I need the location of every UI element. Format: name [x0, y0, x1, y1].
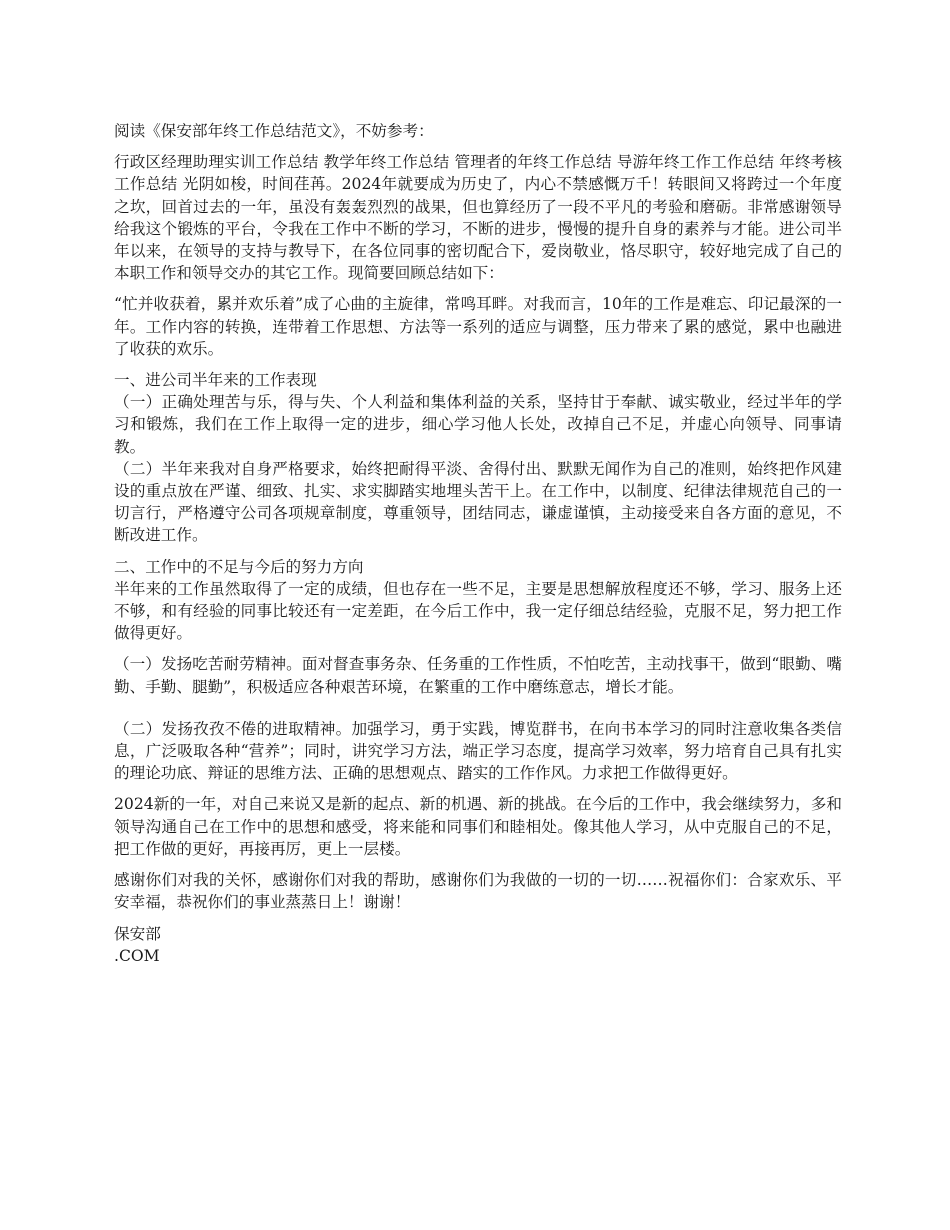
paragraph-busy-harvest: “忙并收获着，累并欢乐着”成了心曲的主旋律，常鸣耳畔。对我而言，10年的工作是难忘、印记最深的一年。工作内容的转换，连带着工作思想、方法等一系列的适应与调整，压力带来了累的感觉，累中也融进了收获的欢乐。	[114, 295, 842, 358]
paragraph-hardwork: （一）发扬吃苦耐劳精神。面对督查事务杂、任务重的工作性质，不怕吃苦，主动找事干，做到“眼勤、嘴勤、手勤、腿勤”，积极适应各种艰苦环境，在繁重的工作中磨练意志，增长才能。	[114, 655, 842, 696]
paragraph-thanks: 感谢你们对我的关怀，感谢你们对我的帮助，感谢你们为我做的一切的一切……祝福你们：合家欢乐、平安幸福，恭祝你们的事业蒸蒸日上！谢谢！	[114, 871, 842, 912]
document-page	[114, 120, 842, 967]
signature-department: 保安部	[114, 924, 161, 943]
paragraph-summary-opening: 行政区经理助理实训工作总结 教学年终工作总结 管理者的年终工作总结 导游年终工作工作总结 年终考核工作总结 光阴如梭，时间荏苒。2024年就要成为历史了，内心不禁感慨万千！转眼间又将跨过一个年度之坎，回首过去的一年，虽没有轰轰烈烈的战果，但也算经历了一段不平凡的考验和磨砺。非常感谢领导给我这个锻炼的平台，令我在工作中不断的学习，不断的进步，慢慢的提升自身的素养与才能。进公司半年以来，在领导的支持与教导下，在各位同事的密切配合下，爱岗敬业，恪尽职守，较好地完成了自己的本职工作和领导交办的其它工作。现简要回顾总结如下：	[114, 153, 842, 283]
section-heading-shortcomings: 二、工作中的不足与今后的努力方向	[114, 557, 364, 576]
intro-line: 阅读《保安部年终工作总结范文》，不妨参考：	[114, 122, 434, 140]
signature-suffix: .COM	[114, 946, 160, 965]
paragraph-performance-1: （一）正确处理苦与乐，得与失、个人利益和集体利益的关系，坚持甘于奉献、诚实敬业，经过半年的学习和锻炼，我们在工作上取得一定的进步，细心学习他人长处，改掉自己不足，并虚心向领导、同事请教。	[114, 393, 842, 456]
paragraph-new-year: 2024新的一年，对自己来说又是新的起点、新的机遇、新的挑战。在今后的工作中，我会继续努力，多和领导沟通自己在工作中的思想和感受，将来能和同事们和睦相处。像其他人学习，从中克服自己的不足，把工作做的更好，再接再厉，更上一层楼。	[114, 795, 842, 858]
section-heading-performance: 一、进公司半年来的工作表现	[114, 371, 317, 390]
paragraph-shortcomings: 半年来的工作虽然取得了一定的成绩，但也存在一些不足，主要是思想解放程度还不够，学习、服务上还不够，和有经验的同事比较还有一定差距，在今后工作中，我一定仔细总结经验，克服不足，努力把工作做得更好。	[114, 579, 842, 643]
paragraph-performance-2: （二）半年来我对自身严格要求，始终把耐得平淡、舍得付出、默默无闻作为自己的准则，始终把作风建设的重点放在严谨、细致、扎实、求实脚踏实地埋头苦干上。在工作中，以制度、纪律法律规范自己的一切言行，严格遵守公司各项规章制度，尊重领导，团结同志，谦虚谨慎，主动接受来自各方面的意见，不断改进工作。	[114, 459, 842, 545]
paragraph-learning: （二）发扬孜孜不倦的进取精神。加强学习，勇于实践，博览群书，在向书本学习的同时注意收集各类信息，广泛吸取各种“营养”；同时，讲究学习方法，端正学习态度，提高学习效率，努力培育自己具有扎实的理论功底、辩证的思维方法、正确的思想观点、踏实的工作作风。力求把工作做得更好。	[114, 719, 842, 783]
